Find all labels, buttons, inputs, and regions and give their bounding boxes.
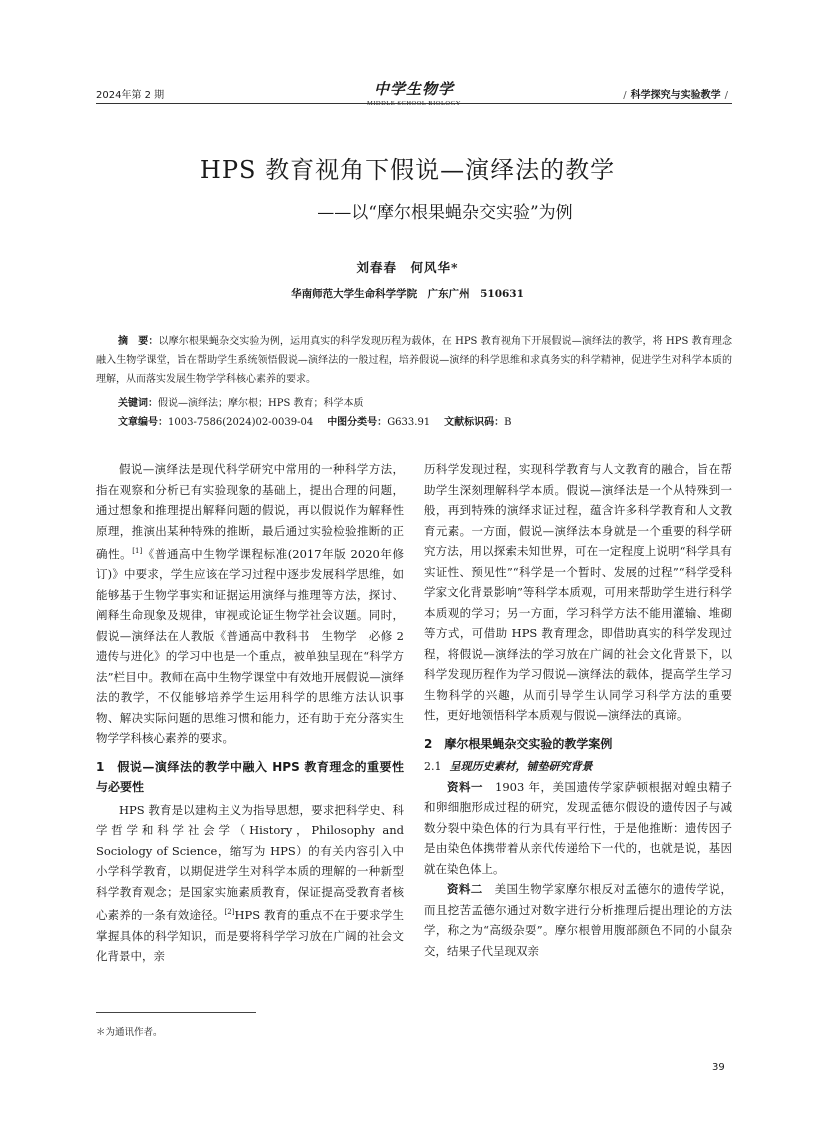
slash-decoration: /: [724, 90, 728, 101]
article-no-label: 文章编号：: [118, 417, 168, 428]
doc-code: B: [504, 417, 512, 428]
article-no: 1003-7586(2024)02-0039-04: [168, 417, 314, 428]
material-paragraph: 资料二 美国生物学家摩尔根反对孟德尔的遗传学说，而且挖苦孟德尔通过对数字进行分析推理后提出理论的方法学，称之为“高级杂耍”。摩尔根曾用腹部颜色不同的小鼠杂交，结果子代呈现双亲: [424, 882, 733, 958]
keywords-label: 关键词：: [118, 398, 158, 409]
body-paragraph: 假说—演绎法是现代科学研究中常用的一种科学方法，指在观察和分析已有实验现象的基础上，提出合理的问题，通过想象和推理提出解释问题的假说，再以假说作为解释性原理，推演出某种特殊的推断，最后通过实验检验推断的正确性。[1]《普通高中生物学课程标准(2017年版 2020年修订)》中要求，学生应该在学习过程中逐步发展科学思维，如能够基于生物学事实和证据运用演绎与推理等方法，探讨、阐释生命现象及规律，审视或论证生物学社会议题。同时，假说—演绎法在人教版《普通高中教科书 生物学 必修 2 遗传与进化》的学习中也是一个重点，被单独呈现在“科学方法”栏目中。教师在高中生物学课堂中有效地开展假说—演绎法的教学，不仅能够培养学生运用科学的思维方法认识事物、解决实际问题的思维习惯和能力，还有助于充分落实生物学学科核心素养的要求。: [96, 462, 416, 746]
subsection-heading: [424, 757, 732, 777]
subsection-number: 2.1: [424, 759, 442, 773]
citation-ref[interactable]: [1]: [132, 547, 143, 555]
abstract-text: 以摩尔根果蝇杂交实验为例，运用真实的科学发现历程为载体，在 HPS 教育视角下开展假说—演绎法的教学，将 HPS 教育理念融入生物学课堂，旨在帮助学生系统领悟假说—演绎法的一般过程，培养假说—演绎的科学思维和求真务实的科学精神，促进学生对科学本质的理解，从而落实发展生物学学科核心素养的要求。: [96, 336, 732, 385]
header-rule: [96, 103, 732, 104]
page-header: [96, 78, 732, 114]
column-name: [619, 86, 732, 101]
journal-name-cn: 中学生物学: [373, 80, 454, 98]
footnote: ＊为通讯作者。: [96, 1027, 163, 1038]
material-label: 资料二: [447, 882, 483, 896]
section-heading-2: 2 摩尔根果蝇杂交实验的教学案例: [424, 736, 613, 751]
column-label: 科学探究与实验教学: [630, 90, 721, 101]
footnote-rule: [96, 1012, 256, 1013]
abstract-label: 摘 要：: [118, 336, 159, 347]
citation-ref[interactable]: [2]: [224, 908, 235, 917]
body-paragraph: 历科学发现过程，实现科学教育与人文教育的融合，旨在帮助学生深刻理解科学本质。假说—演绎法是一个从特殊到一般，再到特殊的演绎求证过程，蕴含许多科学教育和人文教育元素。一方面，假说—演绎法本身就是一个重要的科学研究方法，用以探索未知世界，可在一定程度上说明“科学具有实证性、预见性”“科学是一个暂时、发展的过程”“科学受科学家文化背景影响”等科学本质观，可用来帮助学生进行科学本质观的学习；另一方面，学习科学方法不能用灌输、堆砌等方式，可借助 HPS 教育理念，即借助真实的科学发现过程，将假说—演绎法的学习放在广阔的社会文化背景下，以科学发现历程作为学习假说—演绎法的载体，提高学生学习生物科学的兴趣，从而引导学生认同学习科学方法的重要性，更好地领悟科学本质观与假说—演绎法的真谛。: [424, 462, 732, 722]
right-column: [424, 459, 732, 961]
authors: 刘春春 何风华*: [356, 260, 459, 275]
article-subtitle: ——以“摩尔根果蝇杂交实验”为例: [317, 203, 573, 223]
slash-decoration: /: [623, 90, 627, 101]
article-title: HPS 教育视角下假说—演绎法的教学: [199, 156, 616, 184]
keywords-text: 假说—演绎法；摩尔根；HPS 教育；科学本质: [158, 398, 364, 409]
page-number: 39: [712, 1062, 725, 1073]
abstract: [96, 332, 732, 389]
material-label: 资料一: [447, 779, 484, 794]
keywords: [118, 394, 732, 413]
doc-code-label: 文献标识码：: [444, 417, 505, 428]
article-meta: [118, 413, 732, 432]
affiliation: 华南师范大学生命科学学院 广东广州 510631: [291, 288, 524, 300]
subsection-title: 呈现历史素材，铺垫研究背景: [449, 759, 593, 773]
section-heading-1: 1 假说—演绎法的教学中融入 HPS 教育理念的重要性与必要性: [96, 759, 404, 794]
body-paragraph: HPS 教育是以建构主义为指导思想，要求把科学史、科学哲学和科学社会学（History，Philosophy and Sociology of Science，缩写为 HPS）的有关内容引入中小学科学教育，以期促进学生对科学本质的理解的一种新型科学教育观念；是国家实施素质教育，保证提高受教育者核心素养的一条有效途径。[2]HPS 教育的重点不在于要求学生掌握具体的科学知识，而是要将科学学习放在广阔的社会文化背景中，亲: [96, 802, 404, 964]
left-column: [96, 459, 416, 967]
clc-label: 中图分类号：: [327, 417, 388, 428]
issue-label: 2024年第 2 期: [96, 90, 165, 101]
clc-code: G633.91: [387, 417, 431, 428]
material-paragraph: 资料一 1903 年，美国遗传学家萨顿根据对蝗虫精子和卵细胞形成过程的研究，发现孟德尔假设的遗传因子与减数分裂中染色体的行为具有平行性，于是他推断：遗传因子是由染色体携带着从亲代传递给下一代的，也就是说，基因就在染色体上。: [424, 779, 733, 876]
journal-name-en: MIDDLE SCHOOL BIOLOGY: [366, 100, 462, 107]
